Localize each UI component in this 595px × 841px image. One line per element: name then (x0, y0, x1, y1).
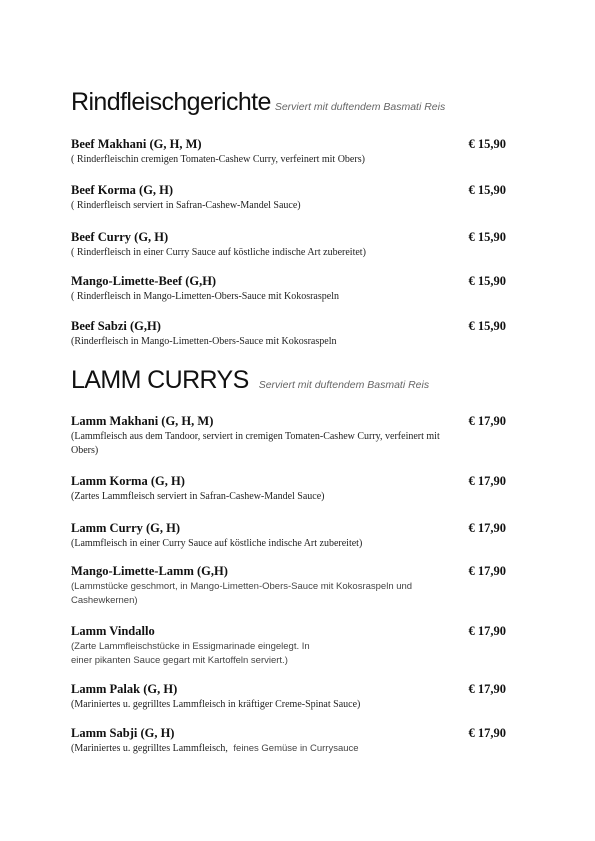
menu-item-name: Mango-Limette-Lamm (G,H) (71, 564, 228, 578)
menu-item-lamm-sabji (71, 726, 506, 756)
beef-section-title: Rindfleischgerichte (71, 88, 271, 116)
menu-item-beef-korma (71, 183, 506, 213)
menu-item-lamm-palak (71, 682, 506, 712)
menu-item-name: Lamm Sabji (G, H) (71, 726, 175, 740)
menu-item-description: ( Rinderfleisch in einer Curry Sauce auf köstliche indische Art zubereitet) (71, 247, 366, 258)
menu-item-name: Beef Curry (G, H) (71, 230, 169, 244)
menu-item-description-part-2: feines Gemüse in Currysauce (233, 743, 359, 754)
menu-item-description: (Zartes Lammfleisch serviert in Safran-Cashew-Mandel Sauce) (71, 491, 325, 502)
lamb-section-subtitle: Serviert mit duftendem Basmati Reis (258, 379, 430, 391)
menu-item-price: € 17,90 (468, 564, 506, 578)
menu-item-name: Beef Makhani (G, H, M) (71, 137, 202, 151)
menu-item-description: (Lammfleisch aus dem Tandoor, serviert in cremigen Tomaten-Cashew Curry, verfeinert mit Obers) (71, 431, 440, 456)
menu-item-price: € 15,90 (468, 319, 506, 333)
menu-item-mango-limette-lamm (71, 564, 506, 608)
menu-item-lamm-korma (71, 474, 506, 504)
menu-item-name: Lamm Vindallo (71, 624, 155, 638)
menu-item-name: Mango-Limette-Beef (G,H) (71, 274, 217, 288)
menu-item-beef-sabzi (71, 319, 506, 349)
menu-item-mango-limette-beef (71, 274, 506, 304)
menu-item-name: Lamm Korma (G, H) (71, 474, 185, 488)
menu-item-description-part-1: (Mariniertes u. gegrilltes Lammfleisch, (71, 743, 228, 754)
menu-item-name: Lamm Palak (G, H) (71, 682, 178, 696)
menu-item-lamm-makhani (71, 414, 506, 458)
menu-item-price: € 17,90 (468, 624, 506, 638)
menu-item-description-line-2: einer pikanten Sauce gegart mit Kartoffeln serviert.) (71, 655, 288, 666)
menu-item-name: Lamm Makhani (G, H, M) (71, 414, 214, 428)
menu-item-description: (Lammfleisch in einer Curry Sauce auf köstliche indische Art zubereitet) (71, 538, 363, 549)
menu-item-name: Beef Sabzi (G,H) (71, 319, 161, 333)
menu-item-name: Beef Korma (G, H) (71, 183, 174, 197)
menu-item-price: € 15,90 (468, 183, 506, 197)
lamb-section-header (71, 366, 429, 395)
menu-item-beef-curry (71, 230, 506, 260)
menu-item-price: € 15,90 (468, 230, 506, 244)
menu-item-price: € 17,90 (468, 474, 506, 488)
menu-item-price: € 15,90 (468, 274, 506, 288)
lamb-section-title: LAMM CURRYS (71, 366, 249, 394)
menu-item-beef-makhani (71, 137, 506, 167)
menu-item-name: Lamm Curry (G, H) (71, 521, 181, 535)
menu-item-description: (Lammstücke geschmort, in Mango-Limetten-Obers-Sauce mit Kokosraspeln und Cashewkernen) (71, 581, 413, 606)
menu-item-description: ( Rinderfleischin cremigen Tomaten-Cashew Curry, verfeinert mit Obers) (71, 154, 365, 165)
menu-item-description: (Zarte Lammfleischstücke in Essigmarinade eingelegt. In (71, 641, 310, 652)
menu-item-price: € 17,90 (468, 682, 506, 696)
menu-item-price: € 15,90 (468, 137, 506, 151)
menu-item-description (71, 742, 456, 756)
menu-item-price: € 17,90 (468, 521, 506, 535)
menu-item-price: € 17,90 (468, 414, 506, 428)
menu-item-description: (Mariniertes u. gegrilltes Lammfleisch in kräftiger Creme-Spinat Sauce) (71, 699, 361, 710)
beef-section-header (71, 88, 445, 117)
menu-item-lamm-vindallo (71, 624, 506, 668)
menu-item-description: (Rinderfleisch in Mango-Limetten-Obers-Sauce mit Kokosraspeln (71, 336, 337, 347)
menu-item-description: ( Rinderfleisch in Mango-Limetten-Obers-Sauce mit Kokosraspeln (71, 291, 339, 302)
menu-item-price: € 17,90 (468, 726, 506, 740)
menu-item-description: ( Rinderfleisch serviert in Safran-Cashew-Mandel Sauce) (71, 200, 301, 211)
beef-section-subtitle: Serviert mit duftendem Basmati Reis (274, 101, 446, 113)
menu-item-lamm-curry (71, 521, 506, 551)
